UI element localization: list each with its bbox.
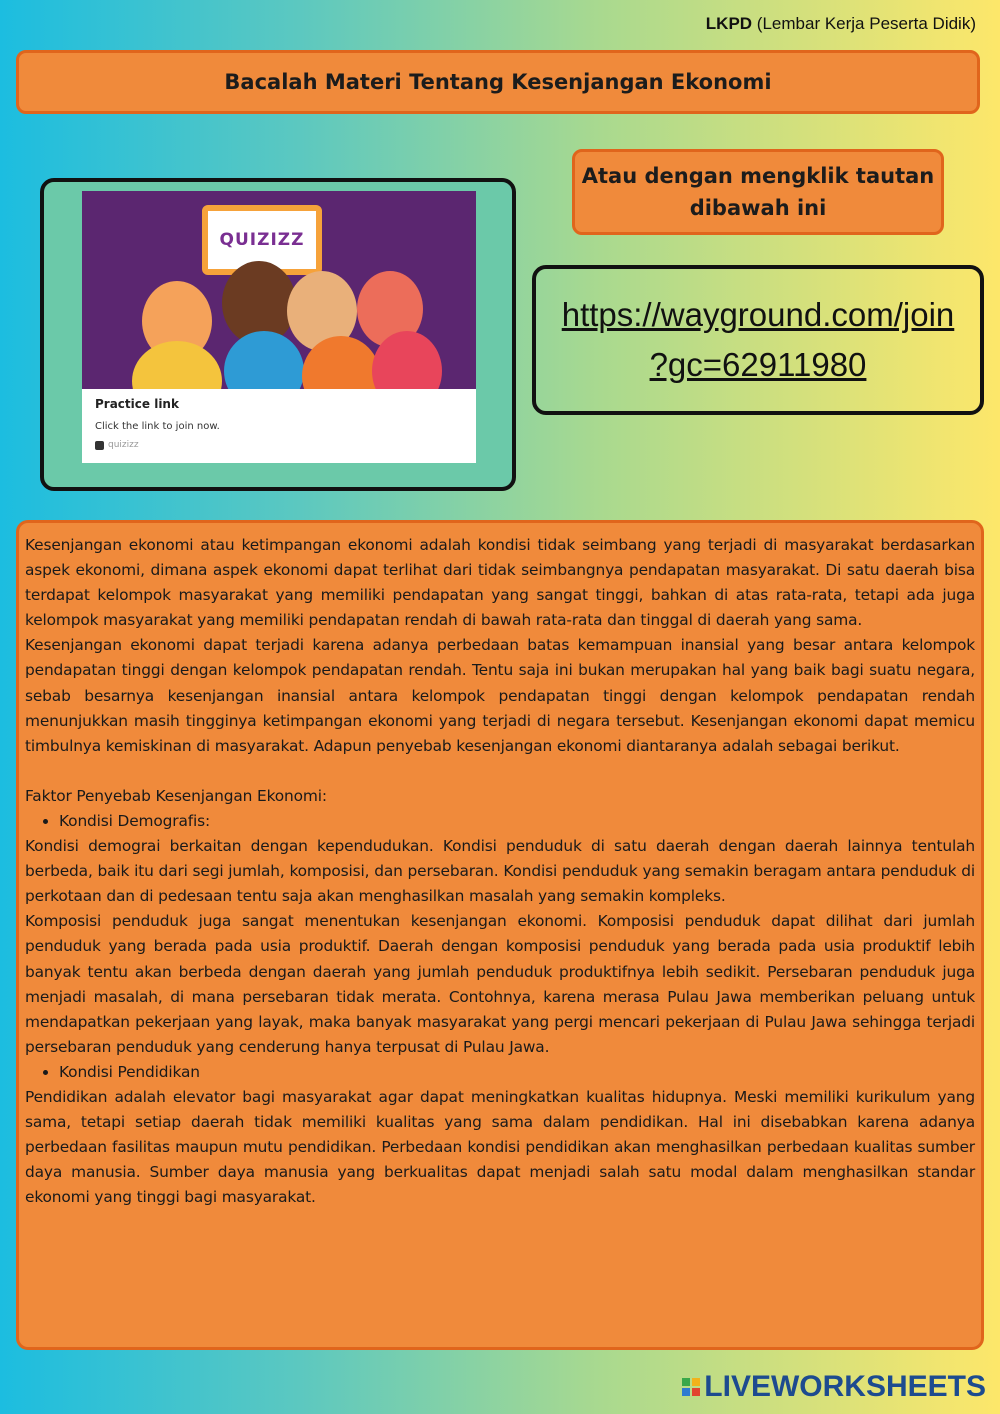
bullet-pendidikan: • Kondisi Pendidikan xyxy=(59,1060,975,1085)
quizizz-brand-label: quizizz xyxy=(108,440,139,450)
paragraph-komposisi: Komposisi penduduk juga sangat menentukan kesenjangan ekonomi. Komposisi penduduk dapat dilihat dari jumlah penduduk yang berada pada usia produktif. Daerah dengan komposisi penduduk yang berada pada usia produktif lebih banyak tentu akan berbeda dengan daerah yang jumlah penduduk produktifnya lebih sedikit. Persebaran penduduk juga menjadi masalah, di mana persebaran tidak merata. Contohnya, karena merasa Pulau Jawa memberikan peluang untuk mendapatkan pekerjaan yang layak, maka banyak masyarakat yang pergi mencari pekerjaan di Pulau Jawa sehingga terjadi persebaran penduduk yang cenderung hanya terpusat di Pulau Jawa. xyxy=(25,912,975,1056)
paragraph-demografi: Kondisi demograi berkaitan dengan kependudukan. Kondisi penduduk di satu daerah dengan daerah lainnya tentulah berbeda, baik itu dari segi jumlah, komposisi, dan persebaran. Kondisi penduduk yang semakin beragam antara penduduk di perkotaan dan di pedesaan tentu saja akan menghasilkan masalah yang semakin kompleks. xyxy=(25,837,975,906)
title-banner xyxy=(16,50,980,114)
quizizz-illustration xyxy=(82,191,476,389)
liveworksheets-logo-icon xyxy=(682,1378,700,1396)
practice-link-title: Practice link xyxy=(95,397,179,411)
link-instruction-banner xyxy=(572,149,944,235)
worksheet-header xyxy=(706,14,976,34)
practice-link-subtitle: Click the link to join now. xyxy=(95,421,220,432)
join-link[interactable] xyxy=(562,290,955,390)
header-description: (Lembar Kerja Peserta Didik) xyxy=(756,14,976,33)
join-link-line1: https://wayground.com/join xyxy=(561,296,955,333)
quizizz-logo-icon xyxy=(95,441,104,450)
liveworksheets-logo[interactable] xyxy=(682,1370,986,1404)
quizizz-image-frame[interactable] xyxy=(40,178,516,491)
character-illustration xyxy=(132,341,222,389)
reading-material-panel xyxy=(16,520,984,1350)
bullet-demografis: • Kondisi Demografis: xyxy=(59,809,975,834)
paragraph-definition: Kesenjangan ekonomi atau ketimpangan ekonomi adalah kondisi tidak seimbang yang terjadi di masyarakat berdasarkan aspek ekonomi, dimana aspek ekonomi dapat terlihat dari tidak seimbangnya pendapatan masyarakat. Di satu daerah bisa terdapat kelompok masyarakat yang memiliki pendapatan yang sangat tinggi, bahkan di atas rata-rata, tetapi ada juga kelompok masyarakat yang memiliki pendapatan rendah di bawah rata-rata dan tinggal di daerah yang sama. xyxy=(25,536,975,630)
bullet-list-pendidikan xyxy=(25,1060,975,1085)
paragraph-causes-intro: Kesenjangan ekonomi dapat terjadi karena adanya perbedaan batas kemampuan inansial yang besar antara kelompok pendapatan tinggi dengan kelompok pendapatan rendah. Tentu saja ini bukan merupakan hal yang baik bagi suatu negara, sebab besarnya kesenjangan inansial antara kelompok pendapatan tinggi dengan kelompok pendapatan rendah menunjukkan masih tingginya ketimpangan ekonomi yang terjadi di negara tersebut. Kesenjangan ekonomi dapat memicu timbulnya kemiskinan di masyarakat. Adapun penyebab kesenjangan ekonomi diantaranya adalah sebagai berikut. xyxy=(25,636,975,755)
header-lkpd: LKPD xyxy=(705,14,753,33)
character-illustration xyxy=(224,331,304,389)
page-title: Bacalah Materi Tentang Kesenjangan Ekonomi xyxy=(224,70,772,94)
quizizz-sign: QUIZIZZ xyxy=(202,205,322,275)
paragraph-pendidikan: Pendidikan adalah elevator bagi masyarakat agar dapat meningkatkan kualitas hidupnya. Meski memiliki kurikulum yang sama, tetapi setiap daerah tidak memiliki kualitas yang sama dalam pendidikan. Hal ini disebabkan karena adanya perbedaan fasilitas maupun mutu pendidikan. Perbedaan kondisi pendidikan akan menghasilkan perbedaan kualitas sumber daya manusia. Sumber daya manusia yang berkualitas dapat menjadi salah satu modal dalam menghasilkan standar ekonomi yang tinggi bagi masyarakat. xyxy=(25,1087,975,1207)
liveworksheets-logo-text: LIVEWORKSHEETS xyxy=(704,1370,986,1403)
link-instruction: Atau dengan mengklik tautan dibawah ini xyxy=(581,164,935,220)
quizizz-brand xyxy=(95,440,463,450)
factors-heading: Faktor Penyebab Kesenjangan Ekonomi: xyxy=(25,786,327,805)
bullet-list-demografis xyxy=(25,809,975,834)
link-box xyxy=(532,265,984,415)
quizizz-preview-card[interactable] xyxy=(82,191,476,463)
join-link-line2: ?gc=62911980 xyxy=(649,346,867,383)
